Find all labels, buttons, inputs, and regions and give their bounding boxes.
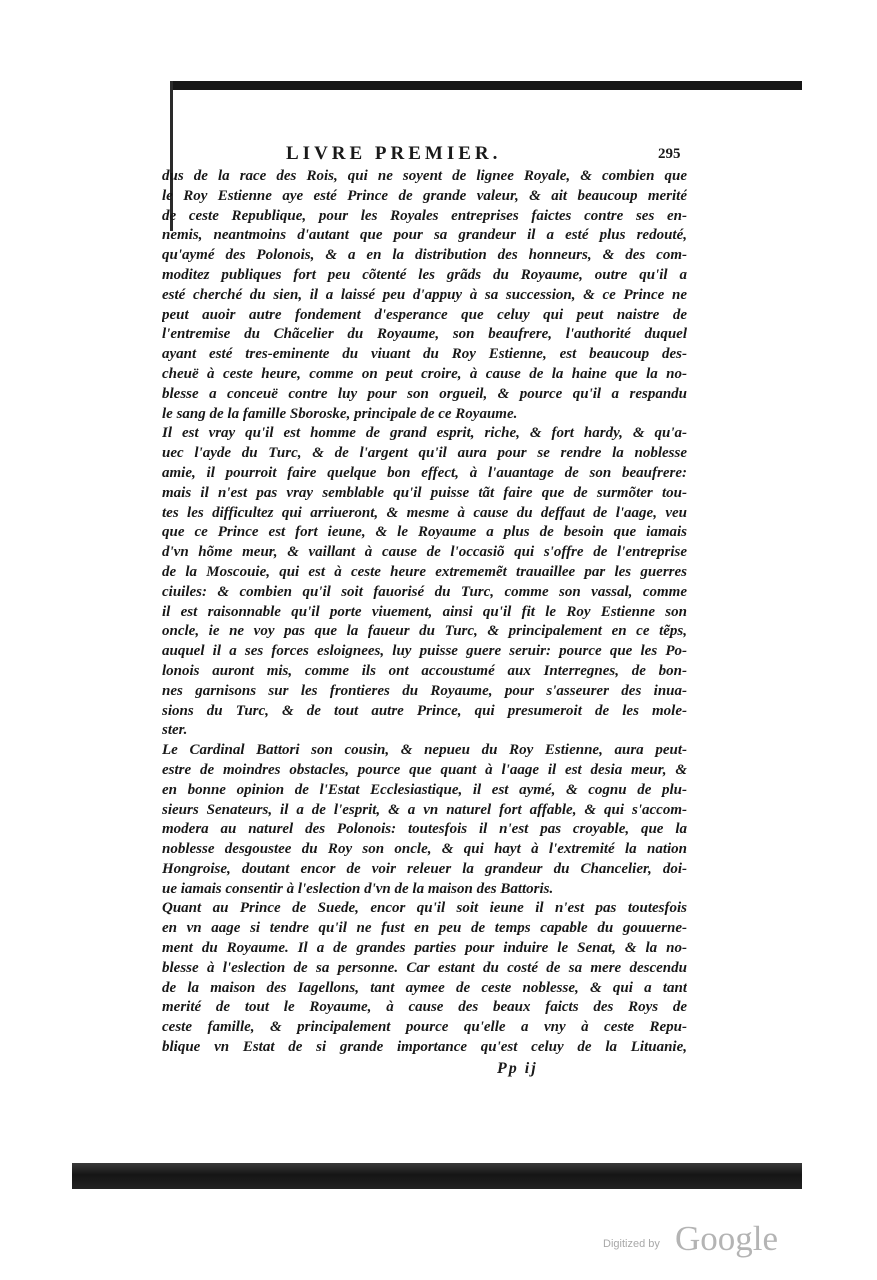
text-line: le Roy Estienne aye esté Prince de grande valeur, & ait beaucoup merité [162,187,687,204]
text-line: cheuë à ceste heure, comme on peut croire, à cause de la haine que la no- [162,365,687,382]
text-line: nemis, neantmoins d'autant que pour sa grandeur il a esté plus redouté, [162,227,687,244]
text-line: merité de tout le Royaume, à cause des beaux faicts des Roys de [162,999,687,1016]
text-line: blesse à l'eslection de sa personne. Car estant du costé de sa mere descendu [162,959,687,976]
text-line: modera au naturel des Polonois: toutesfois il n'est pas croyable, que la [162,821,687,838]
text-line: Quant au Prince de Suede, encor qu'il soit ieune il n'est pas toutesfois [162,900,687,917]
text-line: ayant esté tres-eminente du viuant du Roy Estienne, est beaucoup des- [162,346,687,363]
google-watermark [603,1216,793,1266]
text-line: estre de moindres obstacles, pource que quant à l'aage il est desia meur, & [162,761,687,778]
text-line: esté cherché du sien, il a laissé peu d'appuy à sa succession, & ce Prince ne [162,286,687,303]
text-line: en vn aage si tendre qu'il ne fust en peu de temps capable du gouuerne- [162,920,687,937]
text-line: ciuiles: & combien qu'il soit fauorisé du Turc, comme son vassal, comme [162,583,687,600]
body-text [162,167,687,1058]
text-line: oncle, ie ne voy pas que la faueur du Turc, & principalement en ce tẽps, [162,623,687,640]
text-line: ment du Royaume. Il a de grandes parties pour induire le Senat, & la no- [162,940,687,957]
signature-mark: Pp ij [497,1060,538,1077]
text-line: blesse a conceuë contre luy pour son orgueil, & pource qu'il a respandu [162,385,687,402]
text-line: de la maison des Iagellons, tant aymee de ceste noblesse, & qui a tant [162,979,687,996]
text-line: de la Moscouie, qui est à ceste heure extrememẽt trauaillee par les guerres [162,563,687,580]
text-line: nes garnisons sur les frontieres du Royaume, pour s'asseurer des inua- [162,682,687,699]
text-line: Hongroise, doutant encor de voir releuer la grandeur du Chancelier, doi- [162,860,687,877]
scan-edge-bottom [72,1163,802,1189]
text-line: Le Cardinal Battori son cousin, & nepueu du Roy Estienne, aura peut- [162,742,687,759]
text-line: uec l'ayde du Turc, & de l'argent qu'il aura pour se rendre la noblesse [162,445,687,462]
running-head: LIVRE PREMIER. [286,143,502,164]
text-line: tes les difficultez qui arriueront, & mesme à cause du deffaut de l'aage, veu [162,504,687,521]
text-line: il est raisonnable qu'il porte viuement, ainsi qu'il fit le Roy Estienne son [162,603,687,620]
text-line: ceste famille, & principalement pource qu'elle a vny à ceste Repu- [162,1019,687,1036]
watermark-digitized-by: Digitized by [603,1238,660,1250]
text-line: moditez publiques fort peu cõtenté les grãds du Royaume, outre qu'il a [162,266,687,283]
text-line: peut auoir autre fondement d'esperance que celuy qui peut naistre de [162,306,687,323]
text-line: dus de la race des Rois, qui ne soyent de lignee Royale, & combien que [162,168,687,184]
text-line: auquel il a ses forces esloignees, luy puisse guere seruir: pource que les Po- [162,643,687,660]
text-line: mais il n'est pas vray semblable qu'il puisse tãt faire que de surmõter tou- [162,484,687,501]
text-line: Il est vray qu'il est homme de grand esprit, riche, & fort hardy, & qu'a- [162,425,687,442]
text-line: lonois auront mis, comme ils ont accoustumé aux Interregnes, de bon- [162,662,687,679]
text-line: l'entremise du Chãcelier du Royaume, son beaufrere, l'authorité duquel [162,326,687,343]
book-page [162,140,687,1090]
text-line: de ceste Republique, pour les Royales entreprises faictes contre ses en- [162,207,687,224]
text-line: le sang de la famille Sboroske, principale de ce Royaume. [162,405,518,422]
text-line: en bonne opinion de l'Estat Ecclesiastique, il est aymé, & cognu de plu- [162,781,687,798]
text-line: ue iamais consentir à l'eslection d'vn de la maison des Battoris. [162,880,554,897]
text-line: amie, il pourroit faire quelque bon effect, à l'auantage de son beaufrere: [162,464,687,481]
page-header [162,140,687,170]
text-line: qu'aymé des Polonois, & a en la distribution des honneurs, & des com- [162,247,687,264]
text-line: noblesse desgoustee du Roy son oncle, & qui hayt à l'extremité la nation [162,841,687,858]
text-line: sions du Turc, & de tout autre Prince, qui presumeroit de les mole- [162,702,687,719]
watermark-brand: Google [675,1219,779,1258]
scan-edge-top [170,81,802,90]
text-line: ster. [162,722,188,739]
text-line: d'vn hõme meur, & vaillant à cause de l'occasiõ qui s'offre de l'entreprise [162,544,687,561]
text-line: blique vn Estat de si grande importance qu'est celuy de la Lituanie, [162,1039,687,1056]
text-line: que ce Prince est fort ieune, & le Royaume a plus de besoin que iamais [162,524,687,541]
text-line: sieurs Senateurs, il a de l'esprit, & a vn naturel fort affable, & qui s'accom- [162,801,687,818]
page-number: 295 [658,146,681,162]
